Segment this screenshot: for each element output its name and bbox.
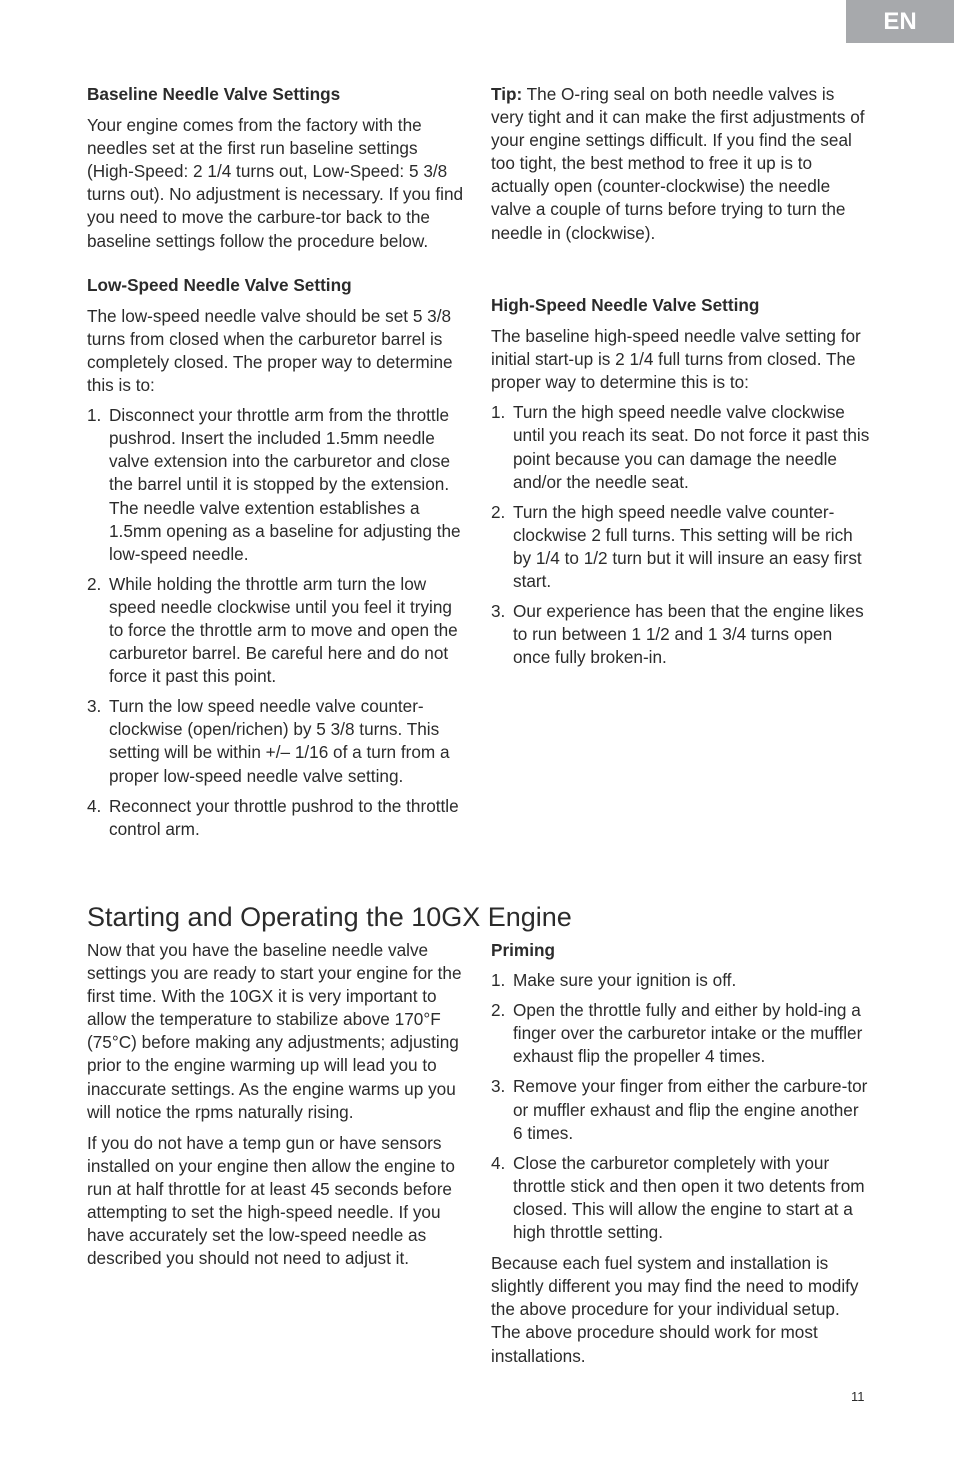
priming-steps [491,969,871,1244]
tip-body: The O-ring seal on both needle valves is very tight and it can make the first adjustments of your engine settings difficult. If you find the seal too tight, the best method to free it up is to actually open (counter-clockwise) the needle valve a couple of turns before trying to turn the needle in (clockwise). [491,84,865,243]
step-text: Remove your finger from either the carbure-tor or muffler exhaust and flip the engine another 6 times. [513,1076,868,1143]
priming-closing: Because each fuel system and installation is slightly different you may find the need to modify the above procedure for your individual setup. The above procedure should work for most installations. [491,1253,859,1366]
high-speed-step [491,401,871,493]
low-speed-step [87,795,467,841]
tip-label: Tip: [491,84,523,104]
language-tab: EN [846,0,954,43]
upper-right-column [491,83,871,245]
step-number: 2. [491,501,506,522]
step-text: Make sure your ignition is off. [513,970,737,991]
priming-step [491,999,871,1068]
step-number: 1. [491,402,506,423]
low-speed-step [87,404,467,566]
baseline-heading: Baseline Needle Valve Settings [87,84,341,104]
step-text: Reconnect your throttle pushrod to the throttle control arm. [109,795,459,839]
step-number: 4. [87,795,102,816]
step-text: Turn the high speed needle valve clockwise until you reach its seat. Do not force it past this point because you can damage the needle and/or the needle seat. [513,402,870,492]
upper-left-column [87,83,467,841]
step-number: 2. [491,1000,506,1021]
high-speed-steps [491,401,871,669]
priming-step [491,969,871,992]
step-text: Turn the high speed needle valve counter-clockwise 2 full turns. This setting will be rich by 1/4 to 1/2 turn but it will insure an easy first start. [513,501,862,592]
priming-step [491,1152,871,1244]
step-text: Disconnect your throttle arm from the throttle pushrod. Insert the included 1.5mm needle valve extension into the carburetor and close the barrel until it is stopped by the extension. The needle valve extention establishes a 1.5mm opening as a baseline for adjusting the low-speed needle. [109,405,461,564]
low-speed-step [87,573,467,688]
priming-column [491,939,871,1368]
section-title: Starting and Operating the 10GX Engine [87,902,572,932]
baseline-body: Your engine comes from the factory with the needles set at the first run baseline settings (High-Speed: 2 1/4 turns out, Low-Speed: 5 3/8 turns out). No adjustment is necessary. If you find you need to move the carbure-tor back to the baseline settings follow the procedure below. [87,115,464,251]
high-speed-step [491,501,871,593]
high-speed-intro: The baseline high-speed needle valve setting for initial start-up is 2 1/4 full turns from closed. The proper way to determine this is to: [491,326,861,393]
step-text: While holding the throttle arm turn the low speed needle clockwise until you feel it trying to force the throttle arm to move and open the carburetor barrel. Be careful here and do not force it past this point. [109,573,458,687]
page-number: 11 [851,1389,865,1404]
step-number: 3. [491,601,506,622]
lower-left-column [87,939,467,1270]
high-speed-step [491,600,871,669]
step-number: 1. [491,970,506,991]
starting-paragraph-2: If you do not have a temp gun or have sensors installed on your engine then allow the engine to run at half throttle for at least 45 seconds before attempting to set the high-speed needle. If you have accurately set the low-speed needle as described you should not need to adjust it. [87,1132,455,1269]
starting-paragraph-1: Now that you have the baseline needle valve settings you are ready to start your engine for the first time. With the 10GX it is very important to allow the temperature to stabilize above 170°F (75°C) before making any adjustments; adjusting prior to the engine warming up will lead you to inaccurate settings. As the engine warms up you will notice the rpms naturally rising. [87,940,462,1122]
high-speed-column [491,294,871,669]
tip-paragraph [491,83,871,245]
low-speed-intro: The low-speed needle valve should be set 5 3/8 turns from closed when the carburetor barrel is completely closed. The proper way to determine this is to: [87,305,453,396]
step-number: 2. [87,573,102,594]
priming-heading: Priming [491,940,555,960]
step-text: Turn the low speed needle valve counter-clockwise (open/richen) by 5 3/8 turns. This setting will be within +/– 1/16 of a turn from a proper low-speed needle valve setting. [109,696,450,786]
step-text: Close the carburetor completely with your throttle stick and then open it two detents from closed. This will allow the engine to start at a high throttle setting. [513,1152,865,1243]
step-number: 3. [491,1076,506,1097]
low-speed-steps [87,404,467,841]
low-speed-step [87,695,467,787]
low-speed-heading: Low-Speed Needle Valve Setting [87,274,352,295]
step-text: Open the throttle fully and either by hold-ing a finger over the carburetor intake or the muffler exhaust flip the propeller 4 times. [513,1000,863,1067]
step-number: 3. [87,696,102,717]
priming-step [491,1075,871,1144]
step-text: Our experience has been that the engine likes to run between 1 1/2 and 1 3/4 turns open once fully broken-in. [513,601,864,668]
step-number: 1. [87,405,102,426]
high-speed-heading: High-Speed Needle Valve Setting [491,295,760,315]
step-number: 4. [491,1152,506,1173]
